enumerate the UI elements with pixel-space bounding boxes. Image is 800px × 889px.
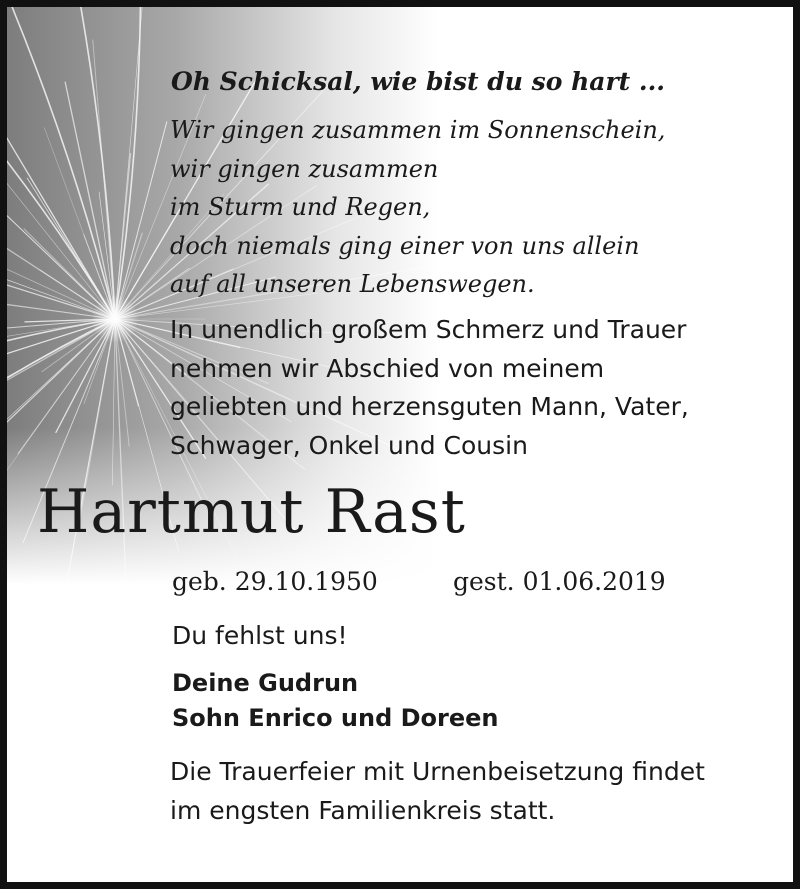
poem-line: im Sturm und Regen, — [170, 193, 431, 221]
poem-line: wir gingen zusammen — [170, 154, 439, 183]
intro-line: Schwager, Onkel und Cousin — [170, 430, 528, 460]
intro-line: In unendlich großem Schmerz und Trauer — [170, 315, 687, 344]
intro-line: nehmen wir Abschied von meinem — [170, 353, 605, 383]
poem-line: Wir gingen zusammen im Sonnenschein, — [170, 116, 666, 144]
intro-text — [170, 311, 689, 465]
death-date: gest. 01.06.2019 — [453, 567, 666, 596]
mourners — [172, 666, 499, 736]
mourner-line: Sohn Enrico und Doreen — [172, 704, 499, 732]
poem — [170, 111, 665, 304]
notice-heading: Oh Schicksal, wie bist du so hart ... — [171, 67, 665, 96]
funeral-info — [170, 753, 705, 830]
funeral-line: Die Trauerfeier mit Urnenbeisetzung findet — [170, 757, 705, 786]
deceased-name: Hartmut Rast — [37, 477, 466, 547]
poem-line: doch niemals ging einer von uns allein — [170, 231, 640, 260]
poem-line: auf all unseren Lebenswegen. — [170, 270, 535, 298]
intro-line: geliebten und herzensguten Mann, Vater, — [170, 392, 689, 421]
mourner-line: Deine Gudrun — [172, 669, 359, 697]
farewell-message: Du fehlst uns! — [172, 621, 348, 650]
birth-date: geb. 29.10.1950 — [172, 567, 378, 596]
funeral-line: im engsten Familienkreis statt. — [170, 795, 556, 825]
